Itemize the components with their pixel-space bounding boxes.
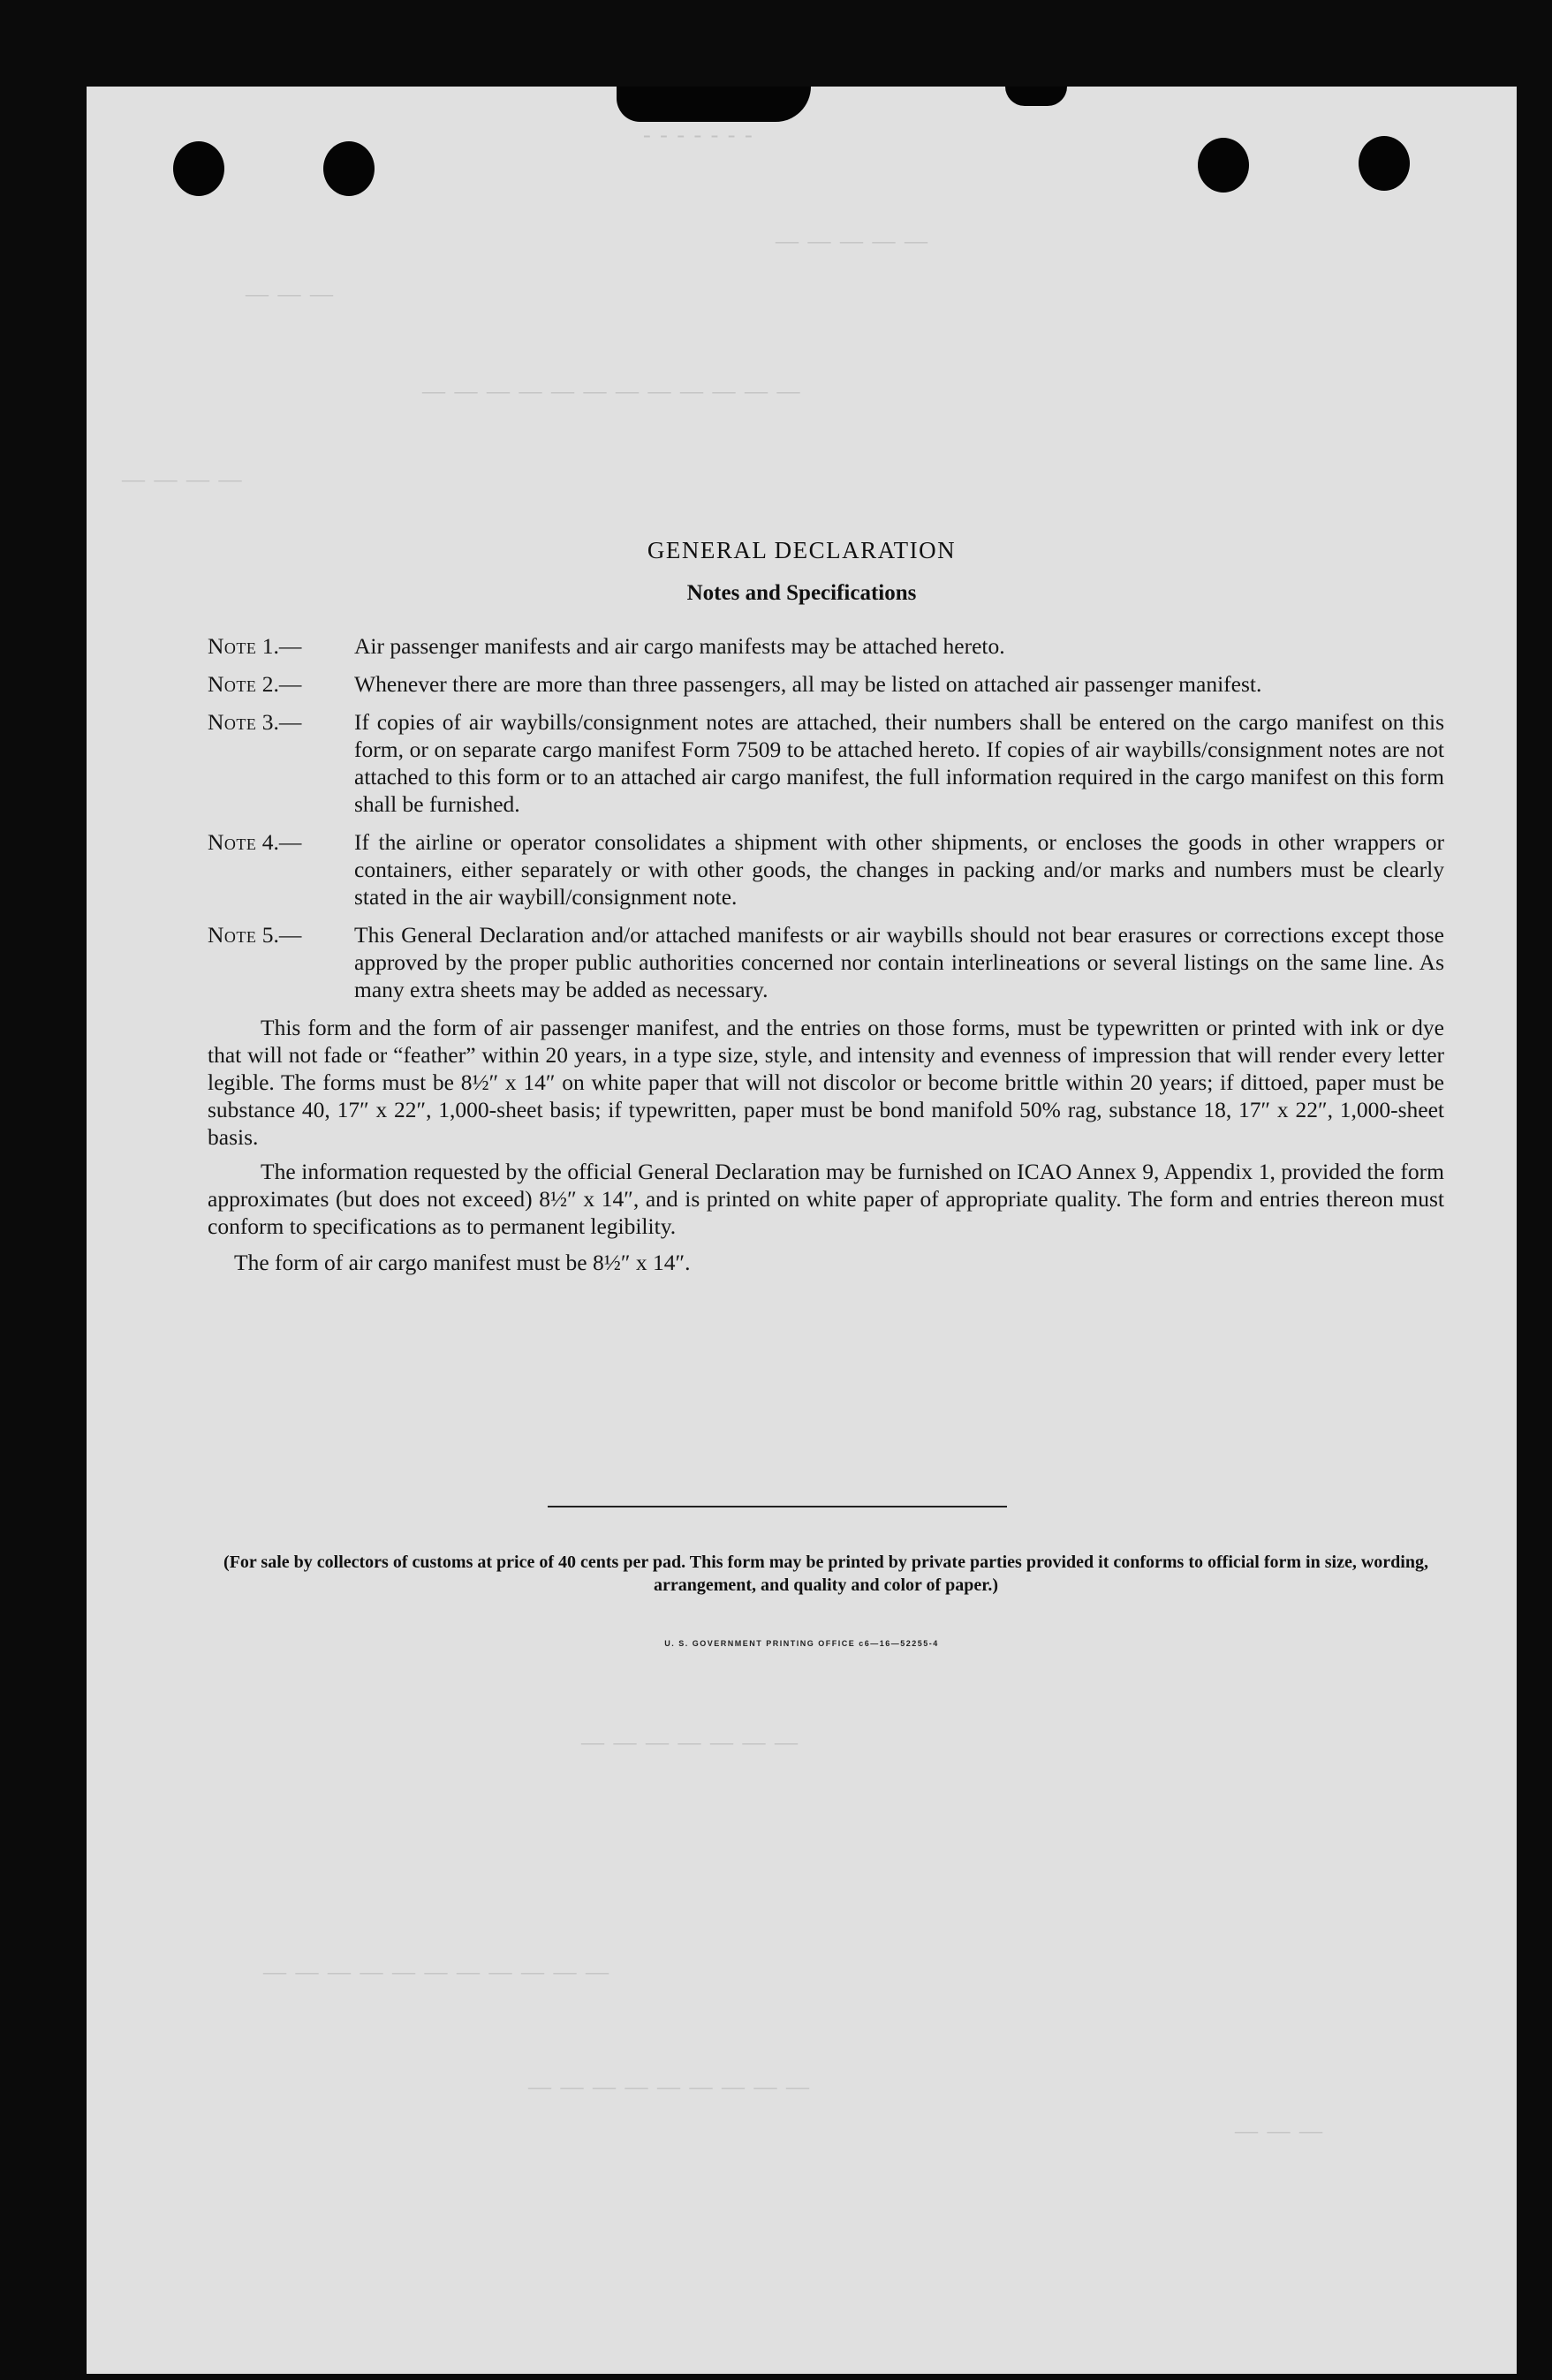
note-label: Note xyxy=(208,709,257,735)
divider-rule xyxy=(548,1506,1007,1507)
note-label: Note xyxy=(208,829,257,855)
paragraph-typewritten-requirements: This form and the form of air passenger manifest, and the entries on those forms, must be typewritten or printed with ink or dye that will not fade or “feather” within 20 years, in a type size, style, and intensity and evenness of impression that will render every letter legible. The forms must be 8½″ x 14″ on white paper that will not discolor or become brittle within 20 years; if dittoed, paper must be substance 40, 17″ x 22″, 1,000-sheet basis; if typewritten, paper must be bond manifold 50% rag, substance 18, 17″ x 22″, 1,000-sheet basis. xyxy=(208,1015,1444,1150)
printing-office-imprint: U. S. GOVERNMENT PRINTING OFFICE c6—16—52255-4 xyxy=(664,1639,939,1648)
paper-tear-mark xyxy=(1005,87,1067,106)
note-text: This General Declaration and/or attached manifests or air waybills should not bear erasures or corrections except those approved by the proper public authorities concerned nor contain interlineations or several listings on the same line. As many extra sheets may be added as necessary. xyxy=(354,922,1444,1002)
bleed-through-mark: — — — xyxy=(246,281,335,306)
punch-hole-right-2 xyxy=(1359,136,1410,191)
note-1 xyxy=(208,632,1444,660)
document-subtitle: Notes and Specifications xyxy=(686,581,917,605)
paragraph-cargo-manifest-size: The form of air cargo manifest must be 8½″ x 14″. xyxy=(234,1250,691,1275)
bleed-through-mark: — — — — — — — xyxy=(581,1729,799,1755)
punch-hole-left-1 xyxy=(173,141,224,196)
note-4 xyxy=(208,828,1444,910)
note-label: Note xyxy=(208,922,257,948)
note-label: Note xyxy=(208,671,257,697)
note-number: 3.— xyxy=(261,709,302,735)
note-text: If copies of air waybills/consignment notes are attached, their numbers shall be entered on the cargo manifest on this form, or on separate cargo manifest Form 7509 to be attached hereto. If copies of air waybills/consignment notes are not attached to this form or to an attached air cargo manifest, the full information required in the cargo manifest on this form shall be furnished. xyxy=(354,709,1444,817)
paragraph-icao-annex: The information requested by the official General Declaration may be furnished on ICAO Annex 9, Appendix 1, provided the form approximates (but does not exceed) 8½″ x 14″, and is printed on white paper of appropriate quality. The form and entries thereon must conform to specifications as to permanent legibility. xyxy=(208,1159,1444,1239)
document-page xyxy=(87,87,1517,2374)
document-title: GENERAL DECLARATION xyxy=(647,537,957,563)
note-number: 2.— xyxy=(261,671,302,697)
bleed-through-mark: — — — xyxy=(1235,2118,1324,2143)
bleed-through-mark: — — — — — — — — — — — — xyxy=(422,378,802,404)
note-text: If the airline or operator consolidates a shipment with other shipments, or encloses the goods in other wrappers or containers, either separately or with other goods, the changes in packing and/or marks and numbers must be clearly stated in the air waybill/consignment note. xyxy=(354,829,1444,910)
bleed-through-mark: — — — — — — — — — — — xyxy=(263,1959,610,1984)
punch-hole-right-1 xyxy=(1198,138,1249,193)
bleed-through-mark: — — — — xyxy=(122,466,244,492)
note-2 xyxy=(208,670,1444,698)
note-text: Whenever there are more than three passengers, all may be listed on attached air passenger manifest. xyxy=(354,671,1262,697)
note-5 xyxy=(208,921,1444,1003)
bleed-through-mark: — — — — — — — — — xyxy=(528,2074,811,2099)
sale-footnote: (For sale by collectors of customs at price of 40 cents per pad. This form may be printed by private parties provided it conforms to official form in size, wording, arrangement, and quality and color of paper.) xyxy=(223,1553,1428,1595)
note-number: 5.— xyxy=(261,922,302,948)
bleed-through-mark: - - - - - - - xyxy=(643,122,754,147)
note-label: Note xyxy=(208,633,257,659)
note-3 xyxy=(208,708,1444,818)
note-text: Air passenger manifests and air cargo manifests may be attached hereto. xyxy=(354,633,1005,659)
punch-hole-left-2 xyxy=(323,141,375,196)
note-number: 1.— xyxy=(261,633,302,659)
paper-tear-mark xyxy=(617,87,811,122)
notes-section xyxy=(208,632,1444,1276)
bleed-through-mark: — — — — — xyxy=(776,228,929,253)
note-number: 4.— xyxy=(261,829,302,855)
